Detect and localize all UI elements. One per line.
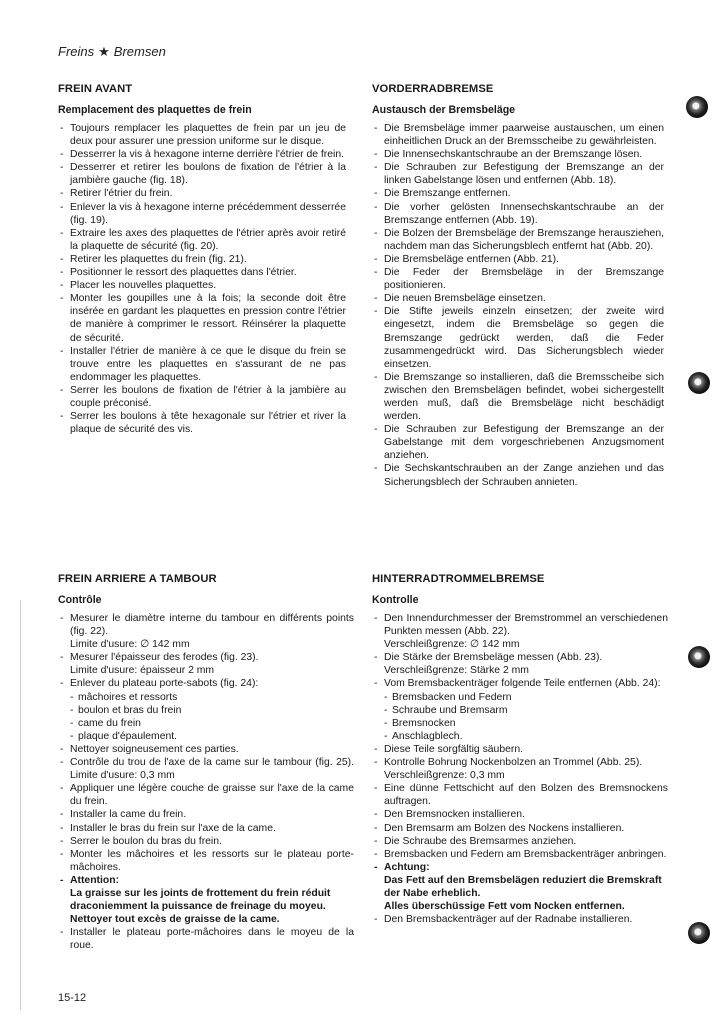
list-item: - Die Schrauben zur Befestigung der Bremszange an der Gabelstange mit dem vorgeschriebenen Anzugsmoment anziehen. <box>372 423 664 462</box>
attention-label: - Attention: <box>70 874 120 886</box>
list-item: - Die Bremszange entfernen. <box>372 187 664 200</box>
list-item: - Appliquer une légère couche de graisse sur l'axe de la came du frein. <box>58 782 354 808</box>
list-item: - Serrer le boulon du bras du frein. <box>58 835 354 848</box>
section-title: FREIN ARRIERE A TAMBOUR <box>58 573 217 585</box>
sub-item: - Bremsnocken <box>384 717 668 730</box>
star-icon: ★ <box>98 44 110 59</box>
page-header <box>58 44 166 60</box>
item-text: - Vom Bremsbackenträger folgende Teile entfernen (Abb. 24): <box>384 678 661 690</box>
list-item: - Retirer l'étrier du frein. <box>58 187 346 200</box>
sub-item: - came du frein <box>70 717 354 730</box>
section-hinterradtrommelbremse <box>372 572 668 926</box>
list-item <box>58 612 354 651</box>
header-left: Freins <box>58 44 95 59</box>
list-item <box>372 651 668 677</box>
section-frein-arriere <box>58 572 354 952</box>
list-item: - Serrer les boulons à tête hexagonale sur l'étrier et river la plaque de sécurité des vis. <box>58 410 346 436</box>
section-frein-avant <box>58 82 346 436</box>
item-text: - Den Innendurchmesser der Bremstrommel an verschiedenen Punkten messen (Abb. 22). <box>384 613 668 638</box>
list-item: - Diese Teile sorgfältig säubern. <box>372 743 668 756</box>
attention-label: - Achtung: <box>384 861 430 873</box>
list-item: - Eine dünne Fettschicht auf den Bolzen des Bremsnockens auftragen. <box>372 782 668 808</box>
list-item: - Die Bremszange so installieren, daß die Bremsscheibe sich zwischen den Bremsbelägen befindet, wobei sichergestellt werden muß, daß die Bremsbeläge nicht beschädigt werden. <box>372 371 664 423</box>
section-title: VORDERRADBREMSE <box>372 83 494 95</box>
list-item: - Desserrer la vis à hexagone interne derrière l'étrier de frein. <box>58 148 346 161</box>
steps-list <box>372 612 668 926</box>
list-item: - Toujours remplacer les plaquettes de frein par un jeu de deux pour assurer une pression uniforme sur le disque. <box>58 122 346 148</box>
list-item: - Den Bremsarm am Bolzen des Nockens installieren. <box>372 822 668 835</box>
section-title: HINTERRADTROMMELBREMSE <box>372 573 545 585</box>
list-item: - Den Bremsbackenträger auf der Radnabe installieren. <box>372 913 668 926</box>
sub-item: - boulon et bras du frein <box>70 704 354 717</box>
list-item: - Installer la came du frein. <box>58 808 354 821</box>
sub-list <box>384 691 668 743</box>
sub-item: - Anschlagblech. <box>384 730 668 743</box>
attention-text: La graisse sur les joints de frottement du frein réduit draconiemment la puissance de freinage du moyeu. <box>70 887 331 913</box>
list-item: - Serrer les boulons de fixation de l'étrier à la jambière au couple préconisé. <box>58 384 346 410</box>
list-item: - Installer l'étrier de manière à ce que le disque du frein se trouve entre les plaquettes en s'assurant de ne pas endommager les plaquettes. <box>58 345 346 384</box>
list-item: - Die Bremsbeläge entfernen (Abb. 21). <box>372 253 664 266</box>
list-item: - Monter les mâchoires et les ressorts sur le plateau porte-mâchoires. <box>58 848 354 874</box>
sub-item: - Schraube und Bremsarm <box>384 704 668 717</box>
sub-list <box>70 691 354 743</box>
list-item <box>58 651 354 677</box>
list-item <box>372 756 668 782</box>
item-text: - Kontrolle Bohrung Nockenbolzen an Trommel (Abb. 25). <box>384 757 643 769</box>
list-item: - Bremsbacken und Federn am Bremsbackenträger anbringen. <box>372 848 668 861</box>
section-vorderradbremse <box>372 82 664 489</box>
attention-note <box>372 861 668 913</box>
section-subtitle: Contrôle <box>58 594 102 606</box>
list-item: - Installer le plateau porte-mâchoires dans le moyeu de la roue. <box>58 926 354 952</box>
list-item: - Die Bremsbeläge immer paarweise austauschen, um einen einheitlichen Druck an der Bremsscheibe zu gewährleisten. <box>372 122 664 148</box>
list-item: - Die Feder der Bremsbeläge in der Bremszange positionieren. <box>372 266 664 292</box>
wear-limit: Verschleißgrenze: Stärke 2 mm <box>384 665 529 677</box>
list-item <box>372 677 668 742</box>
list-item: - Contrôle du trou de l'axe de la came sur le tambour (fig. 25). Limite d'usure: 0,3 mm <box>58 756 354 782</box>
attention-text: Alles überschüssige Fett vom Nocken entfernen. <box>384 901 625 913</box>
list-item: - Enlever la vis à hexagone interne précédemment desserrée (fig. 19). <box>58 201 346 227</box>
list-item: - Die vorher gelösten Innensechskantschraube an der Bremszange entfernen (Abb. 19). <box>372 201 664 227</box>
punch-hole-icon <box>688 646 710 668</box>
item-text: - Mesurer le diamètre interne du tambour en différents points (fig. 22). <box>70 613 354 638</box>
list-item: - Die Schraube des Bremsarmes anziehen. <box>372 835 668 848</box>
list-item: - Desserrer et retirer les boulons de fixation de l'étrier à la jambière gauche (fig. 18). <box>58 161 346 187</box>
wear-limit: Limite d'usure: ∅ 142 mm <box>70 639 190 651</box>
sub-item: - Bremsbacken und Federn <box>384 691 668 704</box>
steps-list <box>58 612 354 952</box>
section-title: FREIN AVANT <box>58 83 133 95</box>
item-text: - Die Stärke der Bremsbeläge messen (Abb. 23). <box>384 652 603 664</box>
list-item: - Den Bremsnocken installieren. <box>372 808 668 821</box>
list-item <box>372 612 668 651</box>
attention-text: Das Fett auf den Bremsbelägen reduziert die Bremskraft der Nabe erheblich. <box>384 874 662 899</box>
punch-hole-icon <box>688 372 710 394</box>
list-item: - Die Stifte jeweils einzeln einsetzen; der zweite wird eingesetzt, indem die Bremsbeläge so gegen die Bremszange gedrückt werden, daß die Feder zusammengedrückt wird. Das Sicherungsblech wieder einsetzen. <box>372 305 664 370</box>
sub-item: - plaque d'épaulement. <box>70 730 354 743</box>
page-number: 15-12 <box>58 992 87 1004</box>
section-subtitle: Austausch der Bremsbeläge <box>372 104 516 116</box>
list-item <box>58 677 354 742</box>
sub-item: - mâchoires et ressorts <box>70 691 354 704</box>
punch-hole-icon <box>686 96 708 118</box>
list-item: - Positionner le ressort des plaquettes dans l'étrier. <box>58 266 346 279</box>
wear-limit: Verschleißgrenze: 0,3 mm <box>384 770 505 782</box>
list-item: - Extraire les axes des plaquettes de l'étrier après avoir retiré la plaquette de sécurité (fig. 20). <box>58 227 346 253</box>
list-item: - Die Schrauben zur Befestigung der Bremszange an der linken Gabelstange lösen und entfernen (Abb. 18). <box>372 161 664 187</box>
header-right: Bremsen <box>113 44 166 59</box>
steps-list <box>58 122 346 436</box>
list-item: - Retirer les plaquettes du frein (fig. 21). <box>58 253 346 266</box>
list-item: - Die Bolzen der Bremsbeläge der Bremszange herausziehen, nachdem man das Sicherungsblech entfernt hat (Abb. 20). <box>372 227 664 253</box>
list-item: - Monter les goupilles une à la fois; la seconde doit être insérée en gardant les plaquettes en pression contre l'étrier de manière à comprimer le ressort. Réinsérer la plaquette de sécurité. <box>58 292 346 344</box>
section-subtitle: Remplacement des plaquettes de frein <box>58 104 252 116</box>
steps-list <box>372 122 664 489</box>
item-text: - Mesurer l'épaisseur des ferodes (fig. 23). <box>70 652 259 664</box>
list-item: - Die Sechskantschrauben an der Zange anziehen und das Sicherungsblech der Schrauben annieten. <box>372 462 664 488</box>
item-text: - Enlever du plateau porte-sabots (fig. 24): <box>70 678 259 690</box>
wear-limit: Verschleißgrenze: ∅ 142 mm <box>384 639 520 651</box>
section-subtitle: Kontrolle <box>372 594 419 606</box>
list-item: - Die neuen Bremsbeläge einsetzen. <box>372 292 664 305</box>
list-item: - Placer les nouvelles plaquettes. <box>58 279 346 292</box>
punch-hole-icon <box>688 922 710 944</box>
attention-note <box>58 874 354 926</box>
margin-line <box>20 600 21 1010</box>
list-item: - Nettoyer soigneusement ces parties. <box>58 743 354 756</box>
wear-limit: Limite d'usure: épaisseur 2 mm <box>70 665 215 677</box>
list-item: - Installer le bras du frein sur l'axe de la came. <box>58 822 354 835</box>
attention-text: Nettoyer tout excès de graisse de la came. <box>70 914 280 926</box>
list-item: - Die Innensechskantschraube an der Bremszange lösen. <box>372 148 664 161</box>
